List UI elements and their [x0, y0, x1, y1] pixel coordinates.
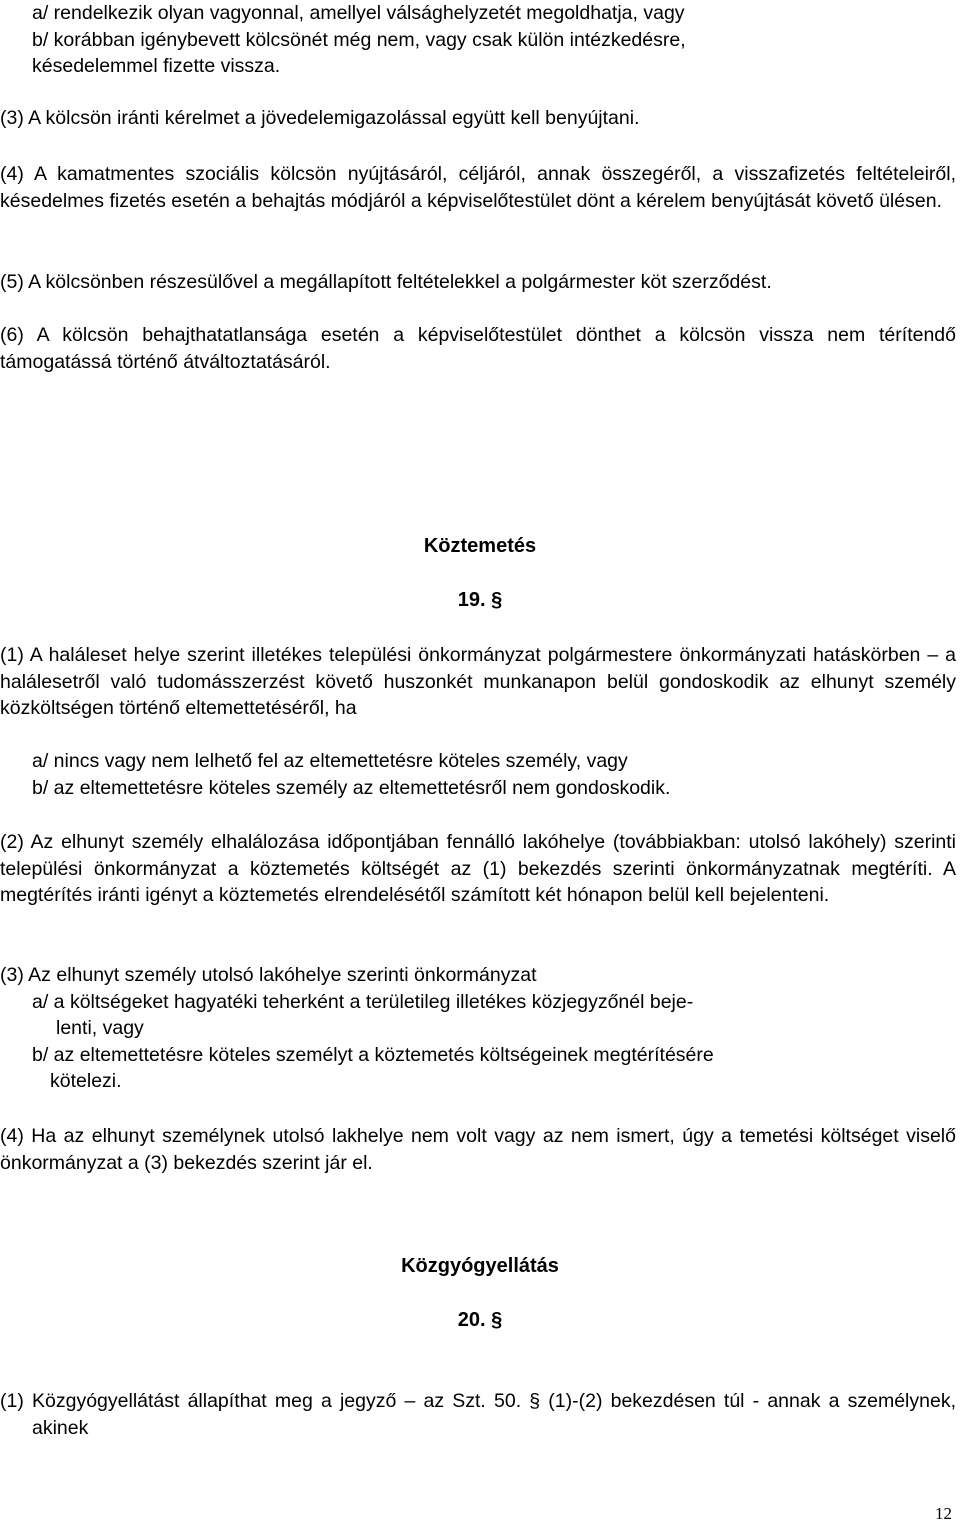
- section-19-item-a: a/ nincs vagy nem lelhető fel az eltemettetésre köteles személy, vagy: [32, 750, 628, 772]
- section-19-paragraph-1: (1) A haláleset helye szerint illetékes települési önkormányzat polgármestere önkormányzati hatáskörben – a halálesetről való tudomásszerzést követő huszonkét munkanapon belül gondoskodik az elhunyt személy közköltségen történő eltemettetéséről, ha: [0, 644, 956, 719]
- list-item-b-line1: b/ korábban igénybevett kölcsönét még nem, vagy csak külön intézkedésre,: [32, 28, 686, 51]
- section-19-p3-item-a-line1: a/ a költségeket hagyatéki teherként a területileg illetékes közjegyzőnél beje-: [32, 990, 694, 1013]
- section-19-title: Köztemetés: [423, 535, 537, 557]
- section-19-item-b: b/ az eltemettetésre köteles személy az eltemettetésről nem gondoskodik.: [32, 776, 671, 799]
- section-19-number: 19. §: [457, 589, 503, 611]
- section-19-paragraph-4: (4) Ha az elhunyt személynek utolsó lakhelye nem volt vagy az nem ismert, úgy a temetési költséget viselő önkormányzat a (3) bekezdés szerint jár el.: [0, 1125, 956, 1174]
- section-19-paragraph-2: (2) Az elhunyt személy elhalálozása időpontjában fennálló lakóhelye (továbbiakban: utolsó lakóhely) szerinti települési önkormányzat a köztemetés költségét az (1) bekezdés szerinti önkormányzatnak megtéríti. A megtérítés iránti igényt a köztemetés elrendelésétől számított két hónapon belül kell bejelenteni.: [0, 831, 956, 906]
- section-20-title: Közgyógyellátás: [401, 1255, 559, 1277]
- top-list: [0, 0, 956, 80]
- paragraph-3: (3) A kölcsön iránti kérelmet a jövedelemigazolással együtt kell benyújtani.: [0, 107, 640, 129]
- section-19-p3-item-b-line1: b/ az eltemettetésre köteles személyt a köztemetés költségeinek megtérítésére: [32, 1043, 714, 1066]
- paragraph-6: (6) A kölcsön behajthatatlansága esetén a képviselőtestület dönthet a kölcsön vissza nem térítendő támogatássá történő átváltoztatásáról.: [0, 324, 956, 373]
- section-19-paragraph-3: [0, 962, 956, 1095]
- section-20-p1-text: Közgyógyellátást állapíthat meg a jegyző – az Szt. 50. § (1)-(2) bekezdésen túl - annak a személynek, akinek: [32, 1390, 956, 1439]
- page-number: 12: [935, 1504, 952, 1523]
- list-item-a: a/ rendelkezik olyan vagyonnal, amellyel válsághelyzetét megoldhatja, vagy: [32, 2, 685, 24]
- section-20-paragraph-1: [0, 1388, 956, 1441]
- list-item-b-line2: késedelemmel fizette vissza.: [32, 55, 281, 77]
- section-19-p3-item-a-line2: lenti, vagy: [56, 1017, 144, 1039]
- section-19-p3-intro: (3) Az elhunyt személy utolsó lakóhelye szerinti önkormányzat: [0, 964, 537, 986]
- section-19-list: [0, 748, 956, 801]
- paragraph-5: (5) A kölcsönben részesülővel a megállapított feltételekkel a polgármester köt szerződést.: [0, 271, 772, 293]
- section-20-p1-number: (1): [0, 1390, 24, 1412]
- section-19-p3-item-b-line2: kötelezi.: [50, 1070, 122, 1092]
- section-20-number: 20. §: [457, 1309, 503, 1331]
- paragraph-4: (4) A kamatmentes szociális kölcsön nyújtásáról, céljáról, annak összegéről, a visszafizetés feltételeiről, késedelmes fizetés esetén a behajtás módjáról a képviselőtestület dönt a kérelem benyújtását követő ülésen.: [0, 163, 956, 212]
